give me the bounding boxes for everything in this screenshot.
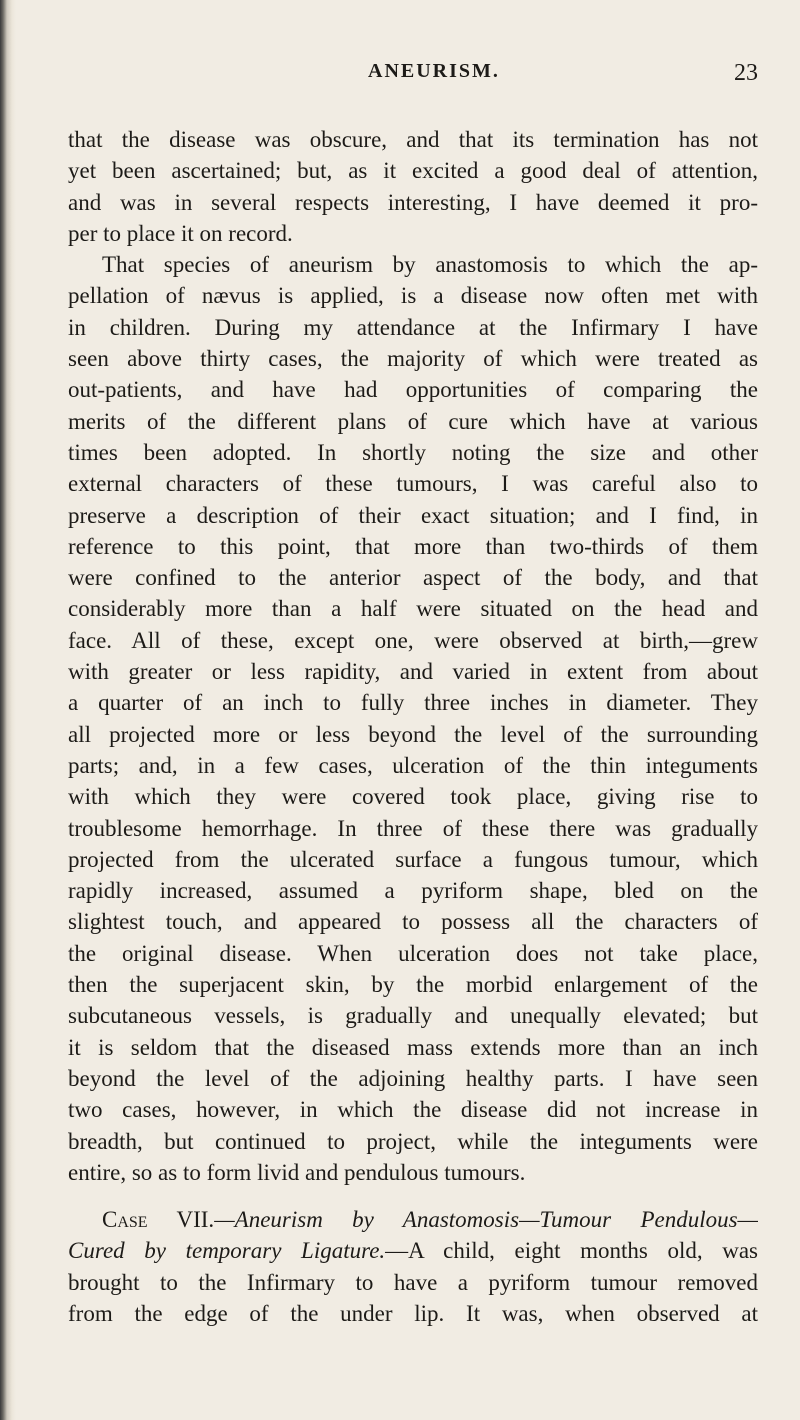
text-line: all projected more or less beyond the level of the surrounding — [68, 721, 758, 747]
text-line: brought to the Infirmary to have a pyriform tumour removed — [68, 1269, 758, 1295]
running-head: ANEURISM. — [368, 60, 500, 82]
paragraph-1 — [68, 124, 758, 249]
text-line: considerably more than a half were situated on the head and — [68, 596, 758, 622]
case-heading-line — [68, 1204, 758, 1235]
case-section — [68, 1204, 758, 1329]
text-line: reference to this point, that more than two-thirds of them — [68, 533, 758, 559]
text-line: the original disease. When ulceration does not take place, — [68, 940, 758, 966]
text-line: slightest touch, and appeared to possess all the characters of — [68, 909, 758, 935]
case-text-start: —A child, eight months old, was — [385, 1238, 758, 1264]
text-line: in children. During my attendance at the Infirmary I have — [68, 314, 758, 340]
page-body — [68, 124, 758, 1329]
case-title-part1: —Aneurism by Anastomosis—Tumour Pendulous— — [214, 1207, 758, 1233]
text-line: subcutaneous vessels, is gradually and unequally elevated; but — [68, 1003, 758, 1029]
text-line: with which they were covered took place, giving rise to — [68, 784, 758, 810]
text-line: it is seldom that the diseased mass extends more than an inch — [68, 1034, 758, 1060]
text-line: rapidly increased, assumed a pyriform shape, bled on the — [68, 878, 758, 904]
case-heading-line-2 — [68, 1235, 758, 1266]
case-label: Case VII. — [102, 1207, 215, 1233]
book-spine-shadow — [0, 0, 16, 1420]
paragraph-2 — [68, 249, 758, 1188]
text-line: with greater or less rapidity, and varied in extent from about — [68, 659, 758, 685]
case-title-part2: Cured by temporary Ligature. — [68, 1238, 386, 1264]
text-line: out-patients, and have had opportunities of comparing the — [68, 377, 758, 403]
text-line: two cases, however, in which the disease did not increase in — [68, 1097, 758, 1123]
text-line: pellation of nævus is applied, is a disease now often met with — [68, 283, 758, 309]
text-line: then the superjacent skin, by the morbid enlargement of the — [68, 972, 758, 998]
paragraph-gap — [68, 1188, 758, 1204]
text-line: that the disease was obscure, and that its termination has not — [68, 127, 758, 152]
text-line: per to place it on record. — [68, 220, 293, 246]
text-line: from the edge of the under lip. It was, when observed at — [68, 1300, 758, 1326]
page-number: 23 — [734, 60, 758, 86]
text-line: projected from the ulcerated surface a fungous tumour, which — [68, 846, 758, 872]
text-line: seen above thirty cases, the majority of which were treated as — [68, 346, 758, 372]
text-line: troublesome hemorrhage. In three of these there was gradually — [68, 815, 758, 841]
text-line: were confined to the anterior aspect of the body, and that — [68, 565, 758, 591]
text-line: a quarter of an inch to fully three inches in diameter. They — [68, 690, 758, 716]
text-line: yet been ascertained; but, as it excited a good deal of attention, — [68, 158, 758, 184]
text-line: parts; and, in a few cases, ulceration of the thin integuments — [68, 752, 758, 778]
text-line: That species of aneurism by anastomosis to which the ap- — [102, 252, 758, 278]
text-line: beyond the level of the adjoining healthy parts. I have seen — [68, 1065, 758, 1091]
page-header — [68, 60, 758, 90]
text-line: face. All of these, except one, were observed at birth,—grew — [68, 627, 758, 653]
text-line: merits of the different plans of cure which have at various — [68, 408, 758, 434]
text-line: times been adopted. In shortly noting the size and other — [68, 439, 758, 465]
text-line: and was in several respects interesting, I have deemed it pro- — [68, 189, 758, 215]
text-line: entire, so as to form livid and pendulous tumours. — [68, 1159, 526, 1185]
text-line: external characters of these tumours, I was careful also to — [68, 471, 758, 497]
text-line: breadth, but continued to project, while the integuments were — [68, 1128, 758, 1154]
text-line: preserve a description of their exact situation; and I find, in — [68, 502, 758, 528]
